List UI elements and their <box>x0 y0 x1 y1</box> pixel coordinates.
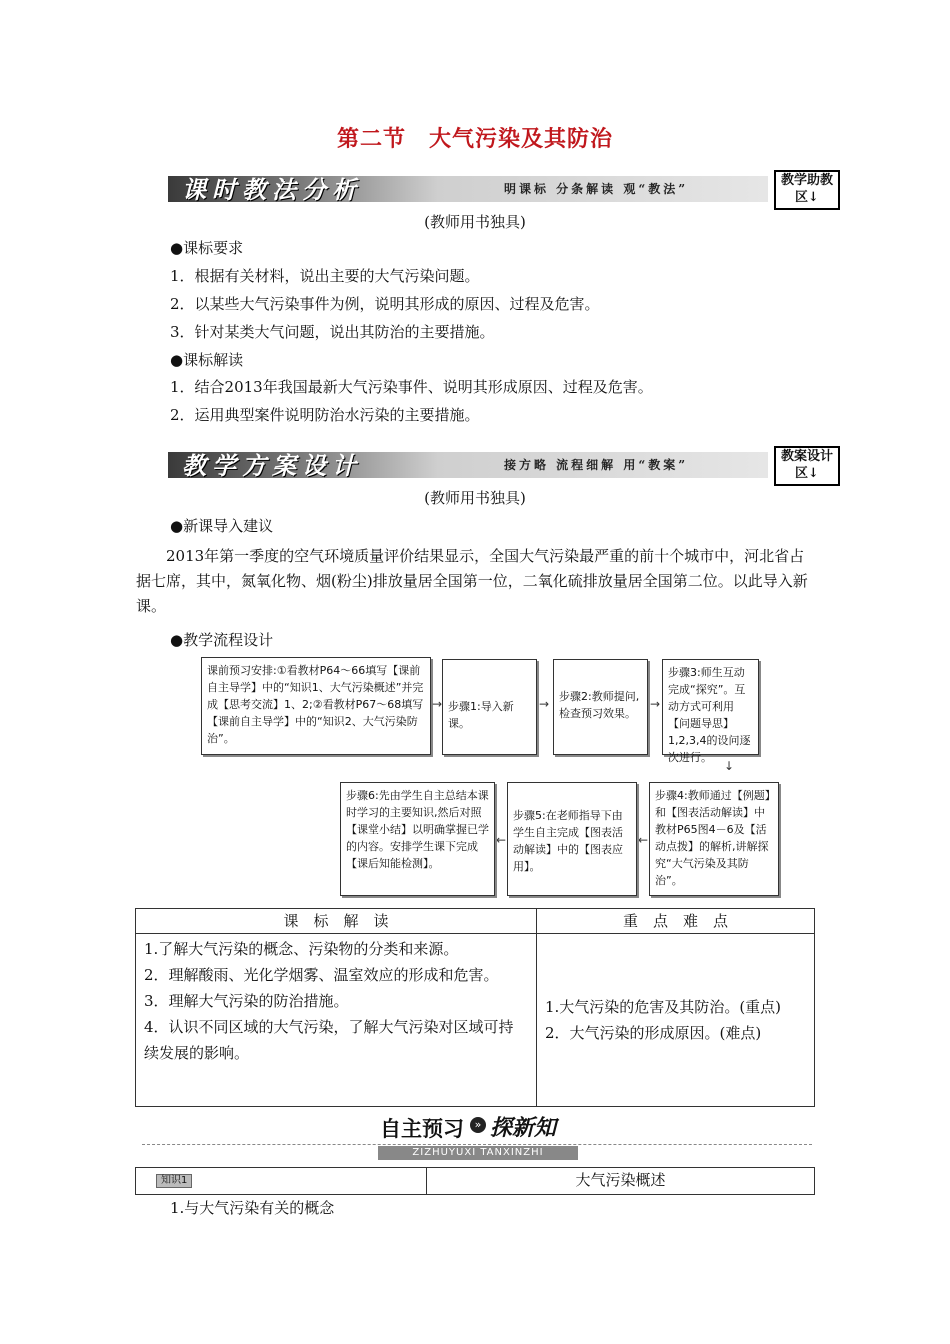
arrow-right-icon: → <box>432 697 443 711</box>
interpretation-item: 1．结合2013年我国最新大气污染事件、说明其形成原因、过程及危害。 <box>170 378 653 396</box>
banner-box: 教案设计区↓ <box>774 446 840 486</box>
banner-tagline: 明课标 分条解读 观“教法” <box>504 182 689 196</box>
requirement-item: 2．以某些大气污染事件为例，说明其形成的原因、过程及危害。 <box>170 295 600 313</box>
flow-box-preview: 课前预习安排:①看教材P64～66填写【课前自主导学】中的“知识1、大气污染概述”并完成【思考交流】1、2;②看教材P67～68填写【课前自主导学】中的“知识2、大气污染防治”。 <box>201 657 431 755</box>
divider <box>142 1144 812 1145</box>
flow-box-step2: 步骤2:教师提问,检查预习效果。 <box>553 659 648 755</box>
preview-pinyin: ZIZHUYUXI TANXINZHI <box>378 1146 578 1160</box>
table-header-interpretation: 课 标 解 读 <box>136 909 537 934</box>
page-title: 第二节 大气污染及其防治 <box>336 126 613 152</box>
table-item: 2．理解酸雨、光化学烟雾、温室效应的形成和危害。 <box>144 966 499 984</box>
knowledge-title: 大气污染概述 <box>427 1168 815 1195</box>
banner-heading: 教学方案设计 <box>182 451 362 480</box>
table-cell-key-points <box>537 934 815 1107</box>
section-heading-flow: ●教学流程设计 <box>170 631 274 649</box>
curriculum-table <box>135 908 815 1107</box>
preview-main: 自主预习 <box>380 1117 464 1141</box>
banner-heading: 课时教法分析 <box>182 175 362 204</box>
preview-sub: 探新知 <box>490 1116 557 1141</box>
knowledge-table <box>135 1167 815 1195</box>
section-heading-intro: ●新课导入建议 <box>170 517 274 535</box>
arrow-right-icon: → <box>650 697 661 711</box>
flow-box-step5: 步骤5:在老师指导下由学生自主完成【图表活动解读】中的【图表应用】。 <box>507 782 637 896</box>
section-heading-requirements: ●课标要求 <box>170 239 244 257</box>
chevron-right-icon: » <box>470 1117 486 1133</box>
table-item: 2．大气污染的形成原因。(难点) <box>545 1024 762 1042</box>
section-heading-interpretation: ●课标解读 <box>170 351 244 369</box>
table-item: 1.了解大气污染的概念、污染物的分类和来源。 <box>144 940 459 958</box>
arrow-right-icon: → <box>539 697 550 711</box>
requirement-item: 3．针对某类大气问题，说出其防治的主要措施。 <box>170 323 495 341</box>
flow-box-step1: 步骤1:导入新课。 <box>442 659 537 755</box>
teacher-note: (教师用书独具) <box>424 489 526 507</box>
flow-box-step4: 步骤4:教师通过【例题】和【图表活动解读】中教材P65图4－6及【活动点拨】的解析,讲解探究“大气污染及其防治”。 <box>649 782 779 896</box>
preview-banner <box>380 1113 570 1143</box>
banner-box: 教学助教区↓ <box>774 170 840 210</box>
knowledge-tag: 知识1 <box>156 1174 192 1188</box>
arrow-down-icon: ↓ <box>724 759 735 773</box>
flow-box-step6: 步骤6:先由学生自主总结本课时学习的主要知识,然后对照【课堂小结】以明确掌握已学的内容。安排学生课下完成【课后知能检测】。 <box>340 782 495 896</box>
arrow-left-icon: ← <box>638 833 649 847</box>
teacher-note: (教师用书独具) <box>424 213 526 231</box>
arrow-left-icon: ← <box>496 833 507 847</box>
table-item: 4．认识不同区域的大气污染，了解大气污染对区域可持续发展的影响。 <box>144 1018 514 1062</box>
table-item: 1.大气污染的危害及其防治。(重点) <box>545 998 782 1016</box>
interpretation-item: 2．运用典型案件说明防治水污染的主要措施。 <box>170 406 480 424</box>
banner-tagline: 接方略 流程细解 用“教案” <box>504 458 689 472</box>
concept-heading: 1.与大气污染有关的概念 <box>170 1199 335 1217</box>
table-cell-interpretation <box>136 934 537 1107</box>
table-item: 3．理解大气污染的防治措施。 <box>144 992 349 1010</box>
requirement-item: 1．根据有关材料，说出主要的大气污染问题。 <box>170 267 480 285</box>
flow-box-step3: 步骤3:师生互动完成“探究”。互动方式可利用【问题导思】1,2,3,4的设问逐次进行。 <box>662 659 759 755</box>
table-header-key-points: 重 点 难 点 <box>537 909 815 934</box>
section-banner-lesson-design <box>168 446 840 482</box>
intro-paragraph: 2013年第一季度的空气环境质量评价结果显示，全国大气污染最严重的前十个城市中，河北省占据七席，其中，氮氧化物、烟(粉尘)排放量居全国第一位，二氧化硫排放量居全国第二位。以此导入新课。 <box>136 547 808 615</box>
knowledge-tag-cell <box>136 1168 427 1195</box>
section-banner-teaching-analysis <box>168 170 840 206</box>
